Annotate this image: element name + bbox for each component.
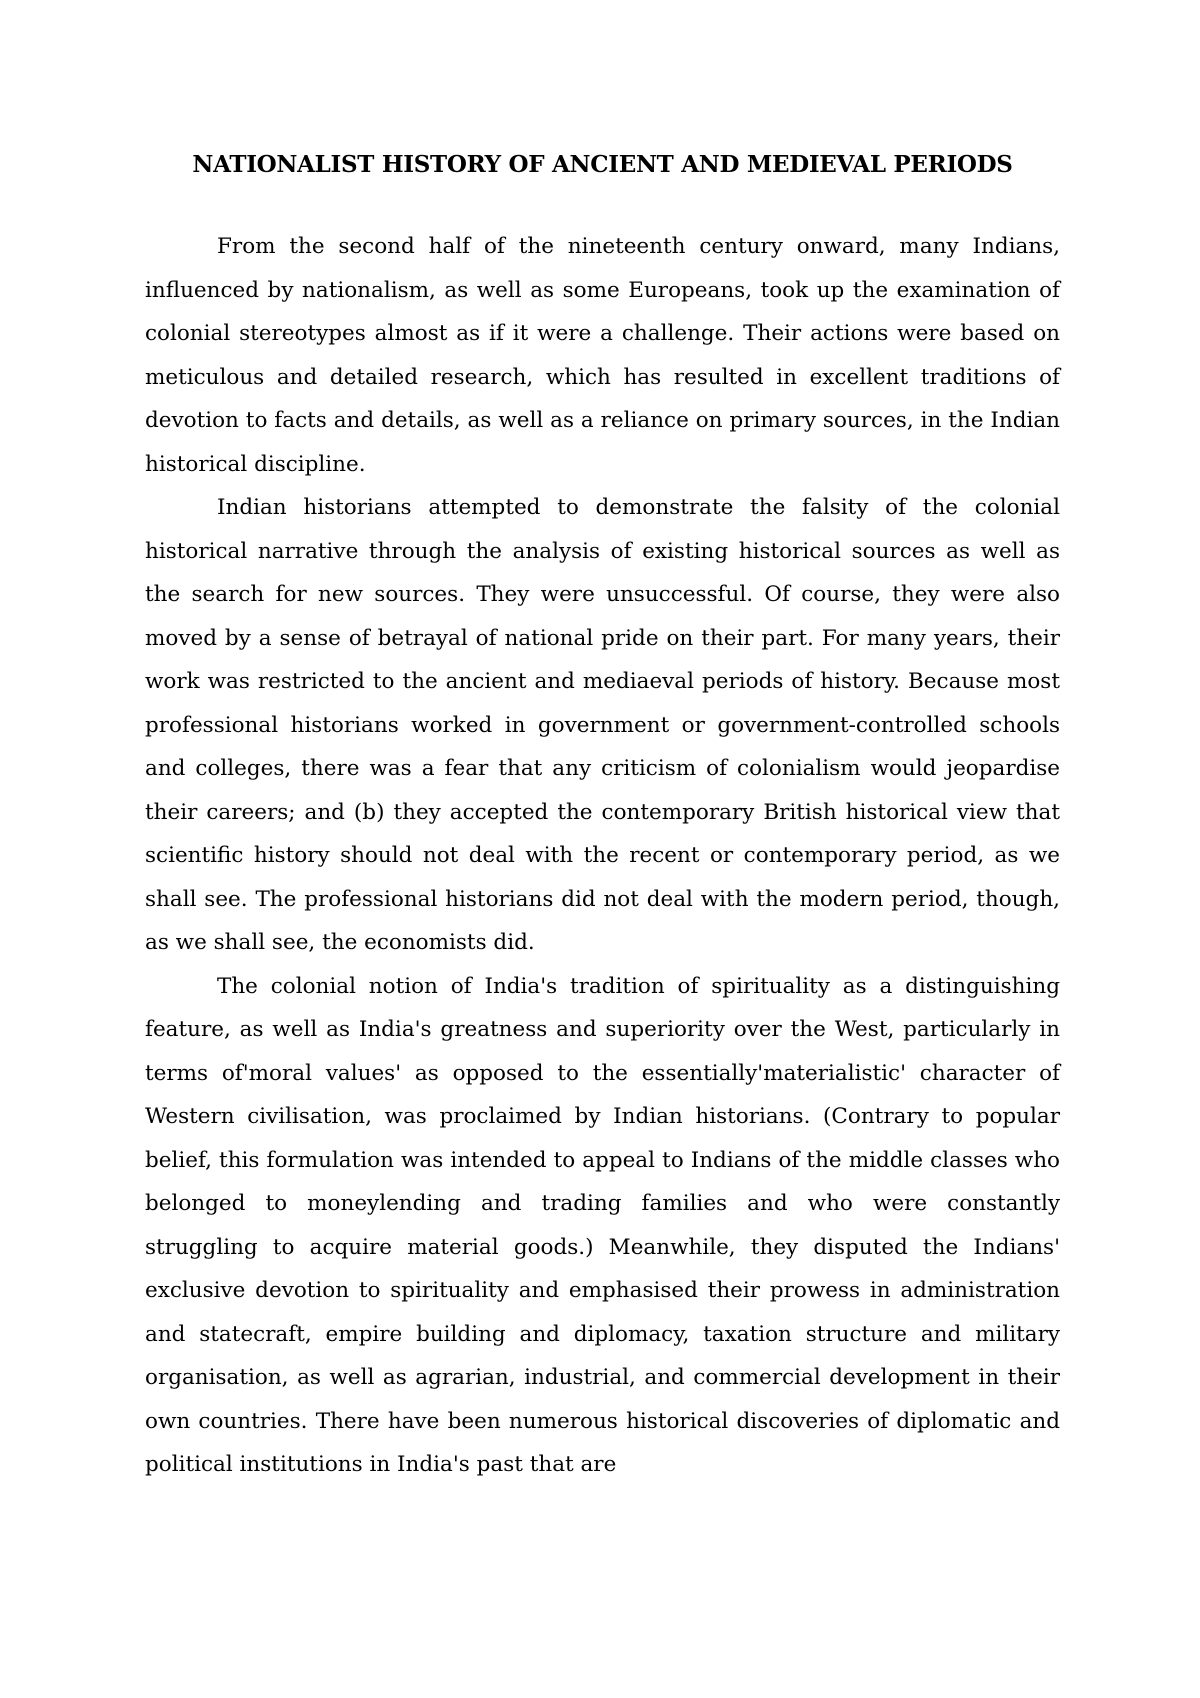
- paragraph-3: The colonial notion of India's tradition of spirituality as a distinguishing feature, as well as India's greatness and superiority over the West, particularly in terms of'moral values' as opposed to the essentially'materialistic' character of Western civilisation, was proclaimed by Indian historians. (Contrary to popular belief, this formulation was intended to appeal to Indians of the middle classes who belonged to moneylending and trading families and who were constantly struggling to acquire material goods.) Meanwhile, they disputed the Indians' exclusive devotion to spirituality and emphasised their prowess in administration and statecraft, empire building and diplomacy, taxation structure and military organisation, as well as agrarian, industrial, and commercial development in their own countries. There have been numerous historical discoveries of diplomatic and political institutions in India's past that are: [145, 973, 1060, 1477]
- document-body: [145, 143, 1060, 1487]
- paragraph-2: Indian historians attempted to demonstrate the falsity of the colonial historical narrative through the analysis of existing historical sources as well as the search for new sources. They were unsuccessful. Of course, they were also moved by a sense of betrayal of national pride on their part. For many years, their work was restricted to the ancient and mediaeval periods of history. Because most professional historians worked in government or government-controlled schools and colleges, there was a fear that any criticism of colonialism would jeopardise their careers; and (b) they accepted the contemporary British historical view that scientific history should not deal with the recent or contemporary period, as we shall see. The professional historians did not deal with the modern period, though, as we shall see, the economists did.: [145, 495, 1060, 955]
- document-title: NATIONALIST HISTORY OF ANCIENT AND MEDIEVAL PERIODS: [192, 151, 1013, 178]
- paragraph-1: From the second half of the nineteenth century onward, many Indians, influenced by nationalism, as well as some Europeans, took up the examination of colonial stereotypes almost as if it were a challenge. Their actions were based on meticulous and detailed research, which has resulted in excellent traditions of devotion to facts and details, as well as a reliance on primary sources, in the Indian historical discipline.: [145, 234, 1060, 477]
